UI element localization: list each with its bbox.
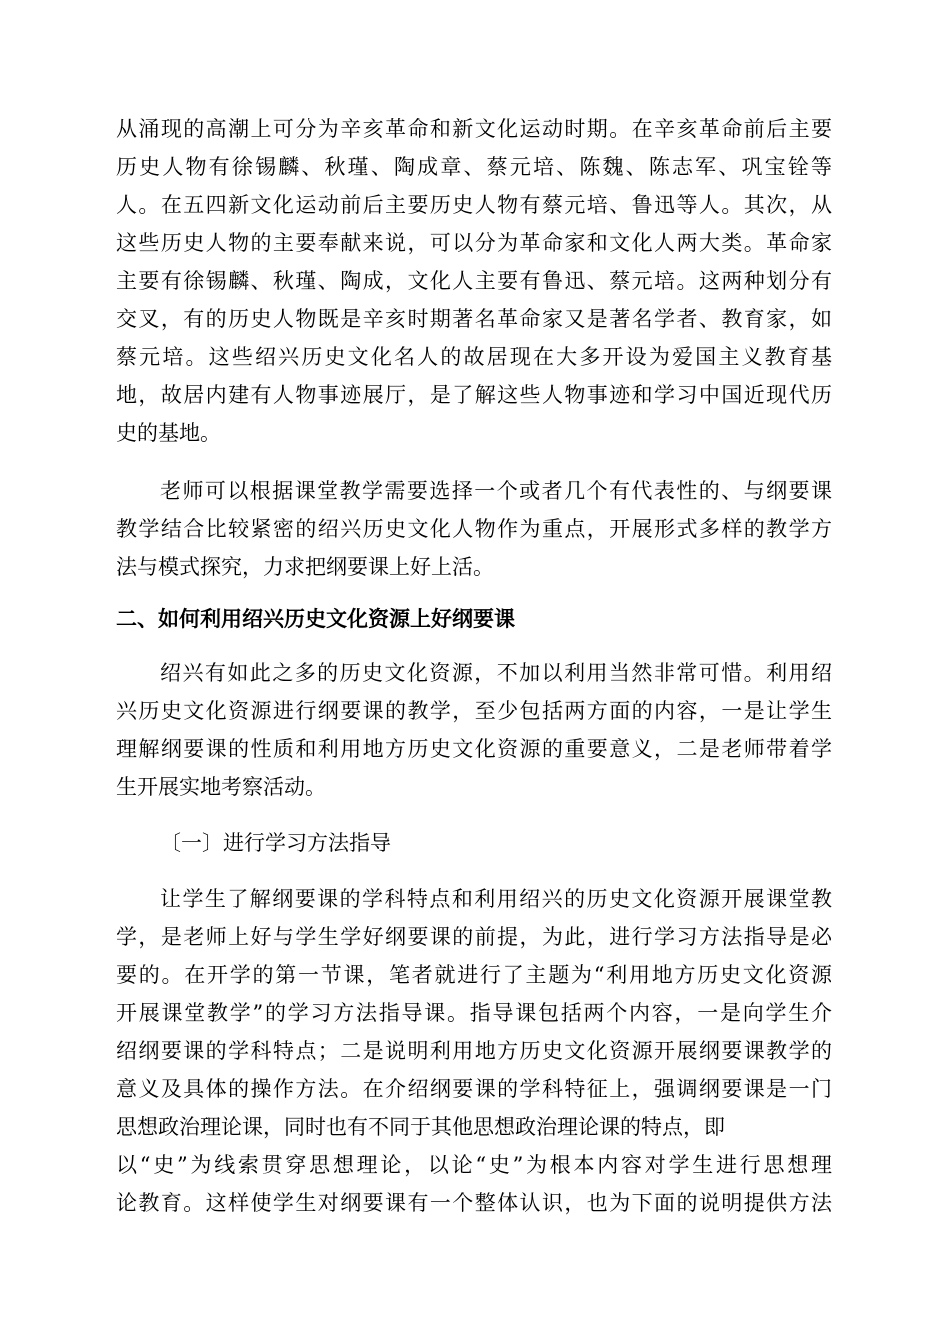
- text-line: 开展课堂教学”的学习方法指导课。指导课包括两个内容，一是向学生介: [116, 1001, 832, 1025]
- text-line: 蔡元培。这些绍兴历史文化名人的故居现在大多开设为爱国主义教育基: [116, 345, 832, 369]
- text-line: 交叉，有的历史人物既是辛亥时期著名革命家又是著名学者、教育家，如: [116, 307, 832, 331]
- text-line: 教学结合比较紧密的绍兴历史文化人物作为重点，开展形式多样的教学方: [116, 517, 832, 541]
- text-line: 论教育。这样使学生对纲要课有一个整体认识，也为下面的说明提供方法: [116, 1191, 832, 1215]
- text-line: 绍纲要课的学科特点；二是说明利用地方历史文化资源开展纲要课教学的: [116, 1039, 832, 1063]
- text-line: 绍兴有如此之多的历史文化资源，不加以利用当然非常可惜。利用绍: [160, 661, 832, 685]
- text-line: 从涌现的高潮上可分为辛亥革命和新文化运动时期。在辛亥革命前后主要: [116, 117, 832, 141]
- text-line: 法与模式探究，力求把纲要课上好上活。: [116, 555, 494, 579]
- text-line: 学，是老师上好与学生学好纲要课的前提，为此，进行学习方法指导是必: [116, 925, 832, 949]
- text-line: 人。在五四新文化运动前后主要历史人物有蔡元培、鲁迅等人。其次，从: [116, 193, 832, 217]
- text-line: 以“史”为线索贯穿思想理论，以论“史”为根本内容对学生进行思想理: [116, 1153, 832, 1177]
- text-line: 历史人物有徐锡麟、秋瑾、陶成章、蔡元培、陈魏、陈志军、巩宝铨等: [116, 155, 832, 179]
- text-line: 理解纲要课的性质和利用地方历史文化资源的重要意义，二是老师带着学: [116, 737, 832, 761]
- text-line: 史的基地。: [116, 421, 221, 445]
- text-line: 意义及具体的操作方法。在介绍纲要课的学科特征上，强调纲要课是一门: [116, 1077, 832, 1101]
- text-line: 老师可以根据课堂教学需要选择一个或者几个有代表性的、与纲要课: [160, 479, 832, 503]
- text-line: 地，故居内建有人物事迹展厅，是了解这些人物事迹和学习中国近现代历: [116, 383, 832, 407]
- text-line: 要的。在开学的第一节课，笔者就进行了主题为“利用地方历史文化资源: [116, 963, 832, 987]
- subsection-heading: 〔一〕进行学习方法指导: [160, 831, 391, 855]
- text-line: 这些历史人物的主要奉献来说，可以分为革命家和文化人两大类。革命家: [116, 231, 832, 255]
- text-line: 让学生了解纲要课的学科特点和利用绍兴的历史文化资源开展课堂教: [160, 887, 832, 911]
- text-line: 生开展实地考察活动。: [116, 775, 326, 799]
- text-line: 思想政治理论课，同时也有不同于其他思想政治理论课的特点，即: [116, 1115, 725, 1139]
- text-line: 主要有徐锡麟、秋瑾、陶成，文化人主要有鲁迅、蔡元培。这两种划分有: [116, 269, 832, 293]
- section-heading: 二、如何利用绍兴历史文化资源上好纲要课: [116, 607, 515, 631]
- text-line: 兴历史文化资源进行纲要课的教学，至少包括两方面的内容，一是让学生: [116, 699, 832, 723]
